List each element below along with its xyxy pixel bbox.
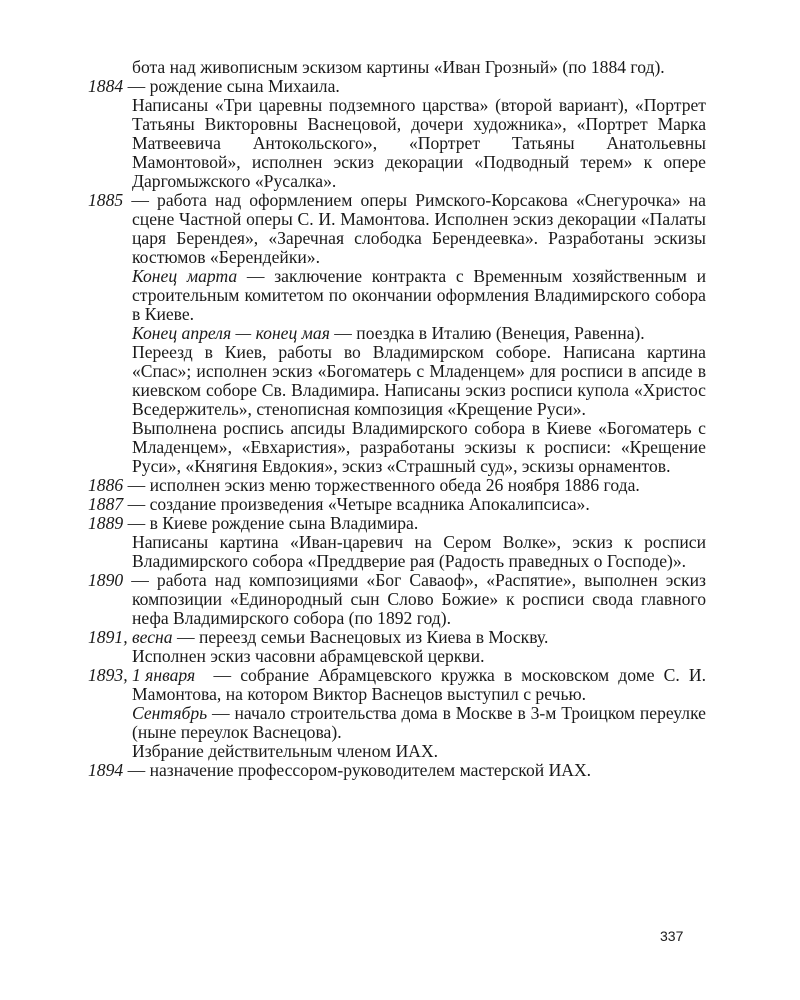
entry-paragraph [132,96,706,191]
entry-year: 1893, 1 января [88,665,196,685]
entry-date-lead: Конец апреля — конец мая [132,323,330,343]
entry-text: Исполнен эскиз часовни абрамцевской церкви. [132,646,485,666]
entry-text: — назначение профессором-руководителем мастерской ИАХ. [123,760,592,780]
entry-text: — в Киеве рождение сына Владимира. [123,513,419,533]
chronology-entry [88,761,706,780]
entry-text: — исполнен эскиз меню торжественного обеда 26 ноября 1886 года. [123,475,640,495]
entry-paragraph [123,494,706,514]
entry-paragraph [123,570,706,628]
entry-paragraph [132,419,706,476]
entry-paragraph [132,742,706,761]
entry-paragraph [132,267,706,324]
entry-text: — поездка в Италию (Венеция, Равенна). [329,323,645,343]
entry-text: — работа над композициями «Бог Саваоф», «Распятие», выполнен эскиз композиции «Единородный сын Слово Божие» к росписи свода главного нефа Владимирского собора (по 1892 год). [123,570,706,628]
entry-year: 1889 [88,513,124,533]
chronology-entry [88,628,706,666]
chronology-entry [88,77,706,191]
entry-paragraph [132,647,706,666]
entry-text: — собрание Абрамцевского кружка в московском доме С. И. Мамонтова, на котором Виктор Васнецов выступил с речью. [132,665,706,704]
chronology-entry [88,514,706,571]
chronology-entries [88,77,706,780]
chronology-entry [88,571,706,628]
entry-paragraph [132,343,706,419]
chronology-entry [88,476,706,495]
entry-paragraph [123,475,706,495]
entry-paragraph [132,533,706,571]
entry-year: 1894 [88,760,124,780]
entry-paragraph [123,513,706,533]
entry-paragraph [132,628,706,647]
entry-year: 1885 [88,190,124,210]
intro-paragraph: бота над живописным эскизом картины «Иван Грозный» (по 1884 год). [132,57,665,77]
chronology-text [88,58,706,780]
entry-text: Написаны «Три царевны подземного царства» (второй вариант), «Портрет Татьяны Викторовны Васнецовой, дочери художника», «Портрет Марка Матвеевича Антокольского», «Портрет Татьяны Анатольевны Мамонтовой», исполнен эскиз декорации «Подводный терем» к опере Даргомыжского «Русалка». [132,95,706,191]
entry-paragraph [132,324,706,343]
entry-text: Переезд в Киев, работы во Владимирском соборе. Написана картина «Спас»; исполнен эскиз «Богоматерь с Младенцем» для росписи в апсиде в киевском соборе Св. Владимира. Написаны эскиз росписи купола «Христос Вседержитель», стенописная композиция «Крещение Руси». [132,342,706,419]
intro-entry [88,58,706,77]
entry-text: — создание произведения «Четыре всадника Апокалипсиса». [123,494,590,514]
chronology-entry [88,191,706,476]
entry-year: 1891, весна [88,627,173,647]
entry-text: Выполнена роспись апсиды Владимирского собора в Киеве «Богоматерь с Младенцем», «Евхаристия», разработаны эскизы к росписи: «Крещение Руси», «Княгиня Евдокия», эскиз «Страшный суд», эскизы орнаментов. [132,418,706,476]
chronology-entry [88,495,706,514]
entry-paragraph [123,760,706,780]
entry-date-lead: Конец марта [132,266,238,286]
entry-text: — работа над оформлением оперы Римского-Корсакова «Снегурочка» на сцене Частной оперы С. И. Мамонтова. Исполнен эскиз декорации «Палаты царя Берендея», «Заречная слободка Берендеевка». Разработаны эскизы костюмов «Берендейки». [123,190,706,267]
entry-year: 1884 [88,76,124,96]
entry-date-lead: Сентябрь [132,703,208,723]
entry-text: — заключение контракта с Временным хозяйственным и строительным комитетом по окончании оформления Владимирского собора в Киеве. [132,266,706,324]
entry-text: Избрание действительным членом ИАХ. [132,741,439,761]
entry-paragraph [132,704,706,742]
entry-text: Написаны картина «Иван-царевич на Сером Волке», эскиз к росписи Владимирского собора «Преддверие рая (Радость праведных о Господе)». [132,532,706,571]
entry-text: — начало строительства дома в Москве в 3-м Троицком переулке (ныне переулок Васнецова). [132,703,706,742]
entry-year: 1887 [88,494,124,514]
page-number: 337 [660,928,684,944]
entry-year: 1890 [88,570,124,590]
entry-text: — рождение сына Михаила. [123,76,340,96]
entry-text: — переезд семьи Васнецовых из Киева в Москву. [172,627,549,647]
entry-paragraph [123,76,706,96]
entry-paragraph [123,190,706,267]
entry-year: 1886 [88,475,124,495]
entry-paragraph [132,666,706,704]
chronology-entry [88,666,706,761]
